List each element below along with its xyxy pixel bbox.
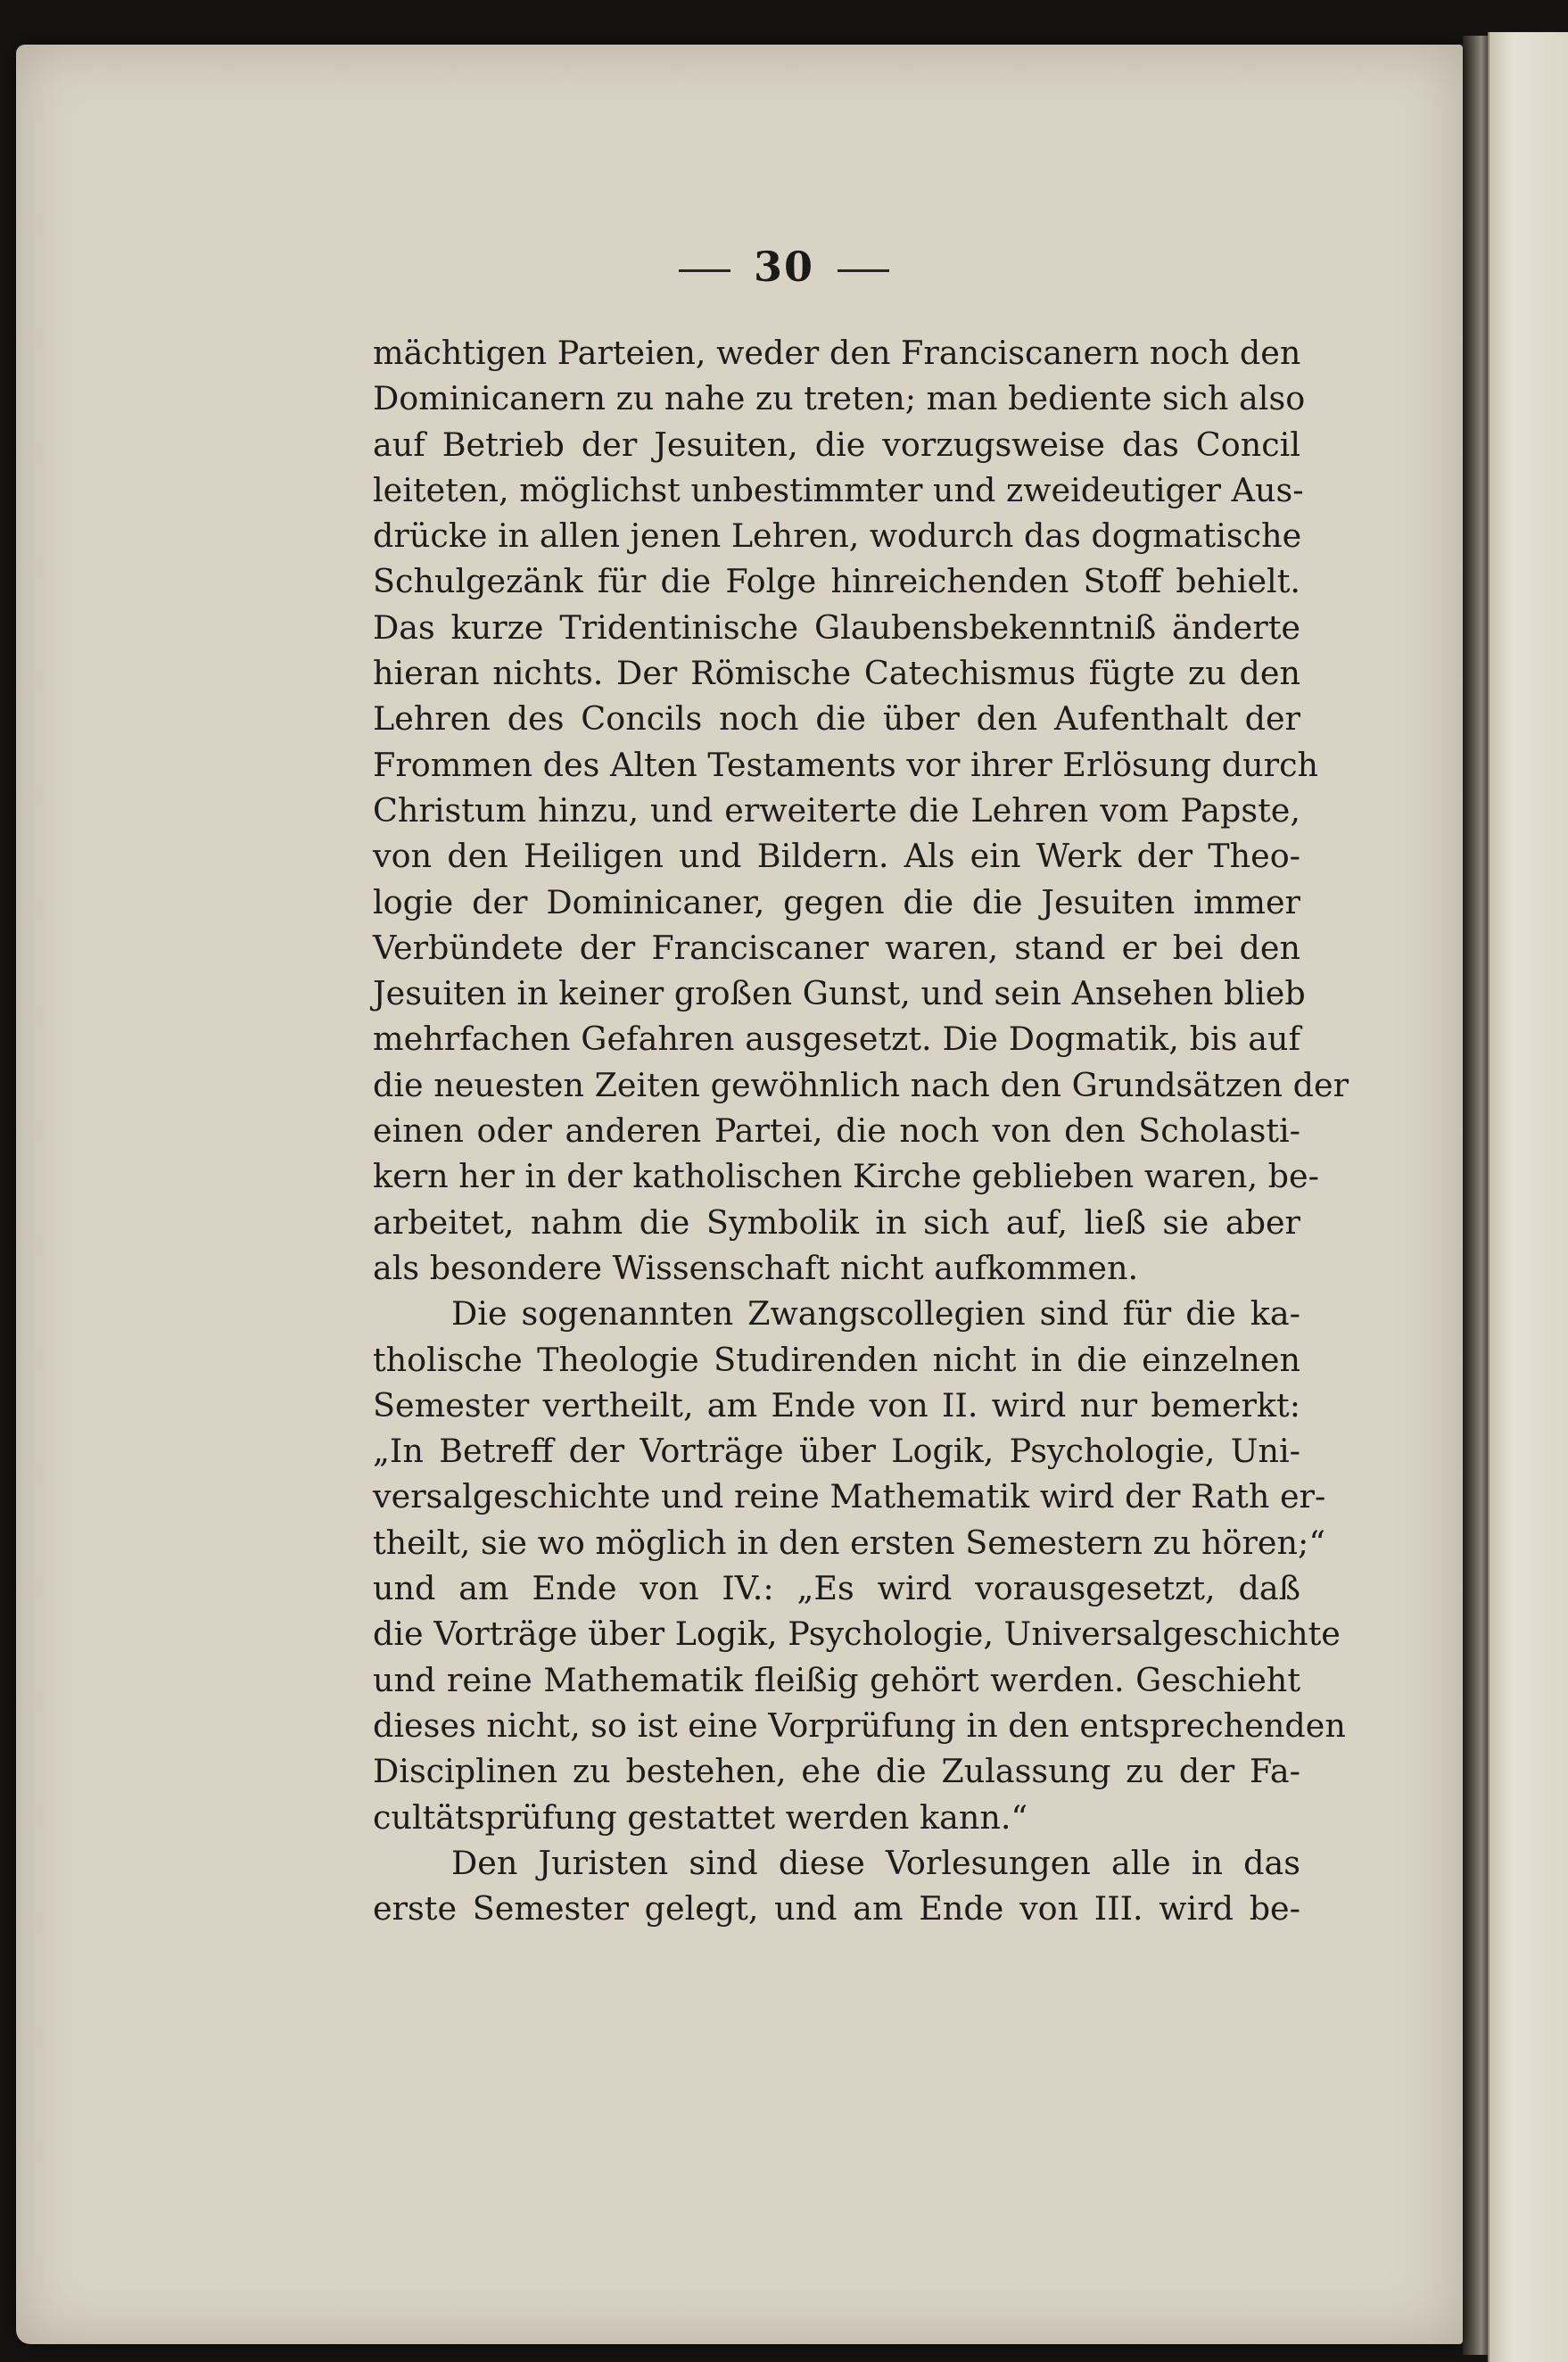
text-line: Disciplinen zu bestehen, ehe die Zulassung zu der Fa- [373,1752,1300,1791]
book-gutter [1463,36,1490,2355]
text-line: theilt, sie wo möglich in den ersten Semestern zu hören;“ [373,1523,1325,1562]
text-line: leiteten, möglichst unbestimmter und zweideutiger Aus- [373,470,1304,509]
text-line: cultätsprüfung gestattet werden kann.“ [373,1797,1028,1837]
text-line: die Vorträge über Logik, Psychologie, Universalgeschichte [373,1615,1341,1654]
body-text [373,330,1349,1931]
text-line: Frommen des Alten Testaments vor ihrer Erlösung durch [373,745,1319,784]
text-line: dieses nicht, so ist eine Vorprüfung in den entsprechenden [373,1705,1346,1745]
text-line: erste Semester gelegt, und am Ende von III. wird be- [373,1889,1300,1928]
page-number: 30 [753,243,814,291]
text-line: Das kurze Tridentinische Glaubensbekenntniß änderte [373,607,1300,647]
text-line: Jesuiten in keiner großen Gunst, und sein Ansehen blieb [373,974,1306,1013]
text-line: logie der Dominicaner, gegen die die Jesuiten immer [373,882,1300,921]
text-line: Die sogenannten Zwangscollegien sind für die ka- [451,1294,1300,1334]
text-line: Schulgezänk für die Folge hinreichenden Stoff behielt. [373,562,1300,601]
page-header [0,243,1568,291]
text-line: Lehren des Concils noch die über den Aufenthalt der [373,699,1300,739]
text-line: versalgeschichte und reine Mathematik wird der Rath er- [373,1477,1326,1516]
text-line: kern her in der katholischen Kirche geblieben waren, be- [373,1157,1319,1196]
text-line: und am Ende von IV.: „Es wird vorausgesetzt, daß [373,1569,1300,1608]
text-line: hieran nichts. Der Römische Catechismus fügte zu den [373,654,1300,693]
text-line: als besondere Wissenschaft nicht aufkommen. [373,1248,1139,1287]
text-line: auf Betrieb der Jesuiten, die vorzugsweise das Concil [373,425,1300,464]
text-line: Semester vertheilt, am Ende von II. wird nur bemerkt: [373,1385,1300,1425]
text-line: Christum hinzu, und erweiterte die Lehren vom Papste, [373,790,1300,830]
text-line: arbeitet, nahm die Symbolik in sich auf, ließ sie aber [373,1202,1300,1242]
text-line: Den Juristen sind diese Vorlesungen alle in das [451,1843,1300,1882]
facing-page-edge [1488,32,1568,2362]
header-dash-left [679,269,730,272]
text-line: drücke in allen jenen Lehren, wodurch das dogmatische [373,516,1302,556]
header-dash-right [838,269,889,272]
text-line: „In Betreff der Vorträge über Logik, Psychologie, Uni- [373,1432,1300,1471]
text-line: die neuesten Zeiten gewöhnlich nach den Grundsätzen der [373,1065,1349,1104]
text-line: und reine Mathematik fleißig gehört werden. Geschieht [373,1660,1300,1699]
text-line: Verbündete der Franciscaner waren, stand er bei den [373,928,1300,967]
text-line: mehrfachen Gefahren ausgesetzt. Die Dogmatik, bis auf [373,1020,1300,1059]
text-line: Dominicanern zu nahe zu treten; man bediente sich also [373,379,1306,418]
text-line: mächtigen Parteien, weder den Franciscanern noch den [373,334,1301,372]
text-line: einen oder anderen Partei, die noch von den Scholasti- [373,1111,1300,1151]
text-line: von den Heiligen und Bildern. Als ein Werk der Theo- [373,837,1300,876]
text-line: tholische Theologie Studirenden nicht in die einzelnen [373,1340,1300,1379]
